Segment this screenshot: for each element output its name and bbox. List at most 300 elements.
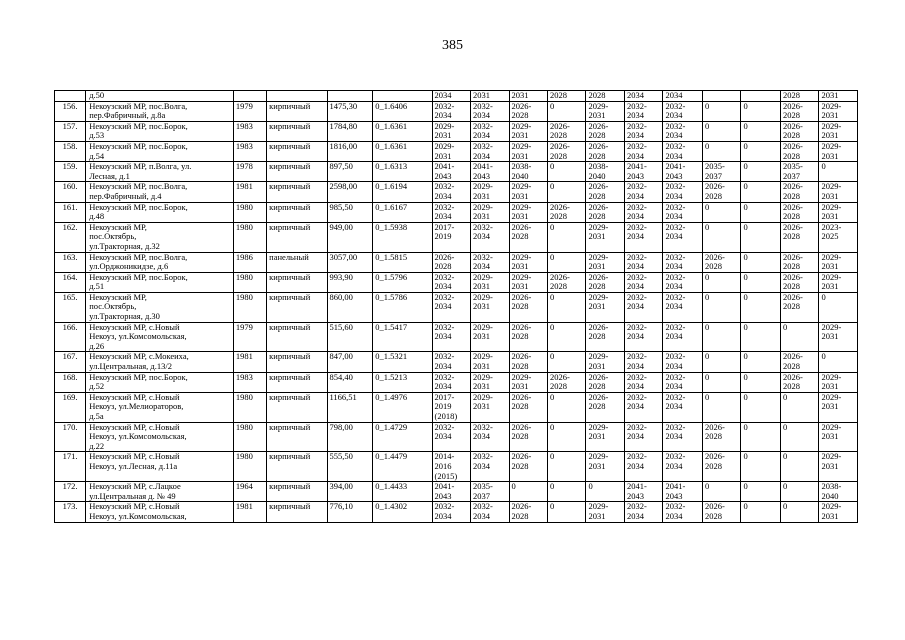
cell-area: 1784,80 [327, 121, 373, 141]
cell-term-11: 2029- 2031 [819, 101, 858, 121]
cell-term-6: 2032- 2034 [624, 101, 662, 121]
cell-term-6: 2041- 2043 [624, 482, 662, 502]
cell-row-number: 159. [55, 162, 86, 182]
cell-wall-material: кирпичный [267, 392, 327, 422]
cell-area: 847,00 [327, 352, 373, 372]
cell-row-number: 157. [55, 121, 86, 141]
cell-term-4: 0 [548, 482, 586, 502]
table-row [55, 141, 858, 161]
cell-area: 985,50 [327, 202, 373, 222]
cell-term-9: 0 [741, 392, 781, 422]
cell-term-11: 0 [819, 162, 858, 182]
cell-term-6: 2032- 2034 [624, 372, 662, 392]
cell-term-5: 2026- 2028 [586, 202, 624, 222]
cell-wall-material [267, 91, 327, 102]
cell-term-6: 2032- 2034 [624, 222, 662, 252]
cell-area: 1166,51 [327, 392, 373, 422]
cell-index-code: 0_1.6361 [373, 121, 432, 141]
cell-term-7: 2032- 2034 [663, 182, 703, 202]
cell-term-10: 2026- 2028 [780, 372, 818, 392]
cell-term-9: 0 [741, 352, 781, 372]
cell-term-4: 0 [548, 392, 586, 422]
cell-address: Некоузский МР, с.Новый Некоуз, ул.Комсомольская, [86, 502, 234, 522]
cell-term-8: 0 [702, 292, 740, 322]
cell-row-number: 169. [55, 392, 86, 422]
cell-term-2: 2032- 2034 [471, 101, 509, 121]
cell-term-5: 2029- 2031 [586, 502, 624, 522]
cell-index-code: 0_1.6406 [373, 101, 432, 121]
cell-term-7: 2032- 2034 [663, 222, 703, 252]
cell-year-built: 1980 [233, 272, 266, 292]
cell-year-built: 1979 [233, 322, 266, 352]
cell-term-8: 2026- 2028 [702, 452, 740, 482]
cell-row-number: 158. [55, 141, 86, 161]
cell-area: 394,00 [327, 482, 373, 502]
cell-term-10: 2026- 2028 [780, 222, 818, 252]
housing-schedule-table-wrapper [54, 90, 858, 523]
cell-term-3: 2038- 2040 [509, 162, 547, 182]
cell-address: д.50 [86, 91, 234, 102]
cell-term-1: 2041- 2043 [432, 162, 470, 182]
cell-term-2: 2029- 2031 [471, 202, 509, 222]
cell-index-code: 0_1.5786 [373, 292, 432, 322]
cell-term-9: 0 [741, 452, 781, 482]
cell-term-1: 2032- 2034 [432, 272, 470, 292]
cell-term-4: 0 [548, 162, 586, 182]
cell-year-built: 1980 [233, 292, 266, 322]
cell-term-8: 0 [702, 392, 740, 422]
cell-term-1: 2032- 2034 [432, 101, 470, 121]
cell-term-1: 2032- 2034 [432, 502, 470, 522]
cell-term-11: 2029- 2031 [819, 121, 858, 141]
cell-term-3: 2026- 2028 [509, 352, 547, 372]
cell-area: 555,50 [327, 452, 373, 482]
cell-term-6: 2034 [624, 91, 662, 102]
cell-term-6: 2032- 2034 [624, 292, 662, 322]
cell-term-5: 2028 [586, 91, 624, 102]
cell-term-9: 0 [741, 372, 781, 392]
cell-wall-material: панельный [267, 252, 327, 272]
cell-year-built: 1983 [233, 372, 266, 392]
cell-term-7: 2032- 2034 [663, 422, 703, 452]
cell-term-7: 2032- 2034 [663, 292, 703, 322]
cell-term-2: 2032- 2034 [471, 121, 509, 141]
cell-term-1: 2032- 2034 [432, 182, 470, 202]
cell-term-8: 0 [702, 322, 740, 352]
cell-address: Некоузский МР, пос.Волга, ул.Орджоникидзе, д.6 [86, 252, 234, 272]
cell-term-7: 2032- 2034 [663, 392, 703, 422]
table-body [55, 91, 858, 523]
cell-index-code: 0_1.5815 [373, 252, 432, 272]
cell-term-3: 2029- 2031 [509, 182, 547, 202]
cell-term-5: 0 [586, 482, 624, 502]
cell-term-5: 2029- 2031 [586, 452, 624, 482]
table-row [55, 222, 858, 252]
cell-address: Некоузский МР, п.Волга, ул. Лесная, д.1 [86, 162, 234, 182]
housing-schedule-table [54, 90, 858, 523]
cell-term-10: 2026- 2028 [780, 101, 818, 121]
cell-term-5: 2029- 2031 [586, 252, 624, 272]
cell-term-2: 2029- 2031 [471, 292, 509, 322]
cell-year-built: 1980 [233, 452, 266, 482]
cell-term-3: 2031 [509, 91, 547, 102]
cell-term-3: 2029- 2031 [509, 272, 547, 292]
cell-area: 515,60 [327, 322, 373, 352]
cell-index-code: 0_1.4479 [373, 452, 432, 482]
cell-row-number: 161. [55, 202, 86, 222]
table-row [55, 352, 858, 372]
cell-index-code: 0_1.5417 [373, 322, 432, 352]
cell-term-4: 2026- 2028 [548, 372, 586, 392]
cell-term-11: 2031 [819, 91, 858, 102]
cell-term-4: 2026- 2028 [548, 141, 586, 161]
cell-term-6: 2032- 2034 [624, 452, 662, 482]
cell-term-10: 0 [780, 452, 818, 482]
cell-term-6: 2032- 2034 [624, 202, 662, 222]
cell-term-3: 2026- 2028 [509, 322, 547, 352]
cell-wall-material: кирпичный [267, 141, 327, 161]
cell-term-3: 2029- 2031 [509, 202, 547, 222]
cell-address: Некоузский МР, пос.Октябрь, ул.Тракторная, д.32 [86, 222, 234, 252]
cell-term-6: 2032- 2034 [624, 322, 662, 352]
cell-year-built [233, 91, 266, 102]
cell-wall-material: кирпичный [267, 452, 327, 482]
cell-term-3: 2029- 2031 [509, 372, 547, 392]
cell-term-9: 0 [741, 121, 781, 141]
cell-term-1: 2034 [432, 91, 470, 102]
cell-term-5: 2029- 2031 [586, 292, 624, 322]
cell-term-9 [741, 91, 781, 102]
table-row [55, 101, 858, 121]
cell-term-5: 2038- 2040 [586, 162, 624, 182]
cell-wall-material: кирпичный [267, 372, 327, 392]
cell-wall-material: кирпичный [267, 422, 327, 452]
cell-term-3: 2029- 2031 [509, 141, 547, 161]
cell-term-2: 2032- 2034 [471, 452, 509, 482]
cell-term-11: 2029- 2031 [819, 502, 858, 522]
table-row [55, 392, 858, 422]
cell-row-number [55, 91, 86, 102]
cell-wall-material: кирпичный [267, 272, 327, 292]
cell-area: 949,00 [327, 222, 373, 252]
cell-area: 854,40 [327, 372, 373, 392]
cell-area: 1475,30 [327, 101, 373, 121]
cell-term-10: 2026- 2028 [780, 141, 818, 161]
cell-row-number: 163. [55, 252, 86, 272]
cell-term-9: 0 [741, 101, 781, 121]
cell-term-2: 2032- 2034 [471, 422, 509, 452]
cell-index-code: 0_1.5321 [373, 352, 432, 372]
cell-year-built: 1980 [233, 392, 266, 422]
cell-term-11: 2029- 2031 [819, 141, 858, 161]
cell-term-1: 2029- 2031 [432, 141, 470, 161]
cell-wall-material: кирпичный [267, 292, 327, 322]
cell-year-built: 1980 [233, 222, 266, 252]
cell-address: Некоузский МР, пос.Борок, д.48 [86, 202, 234, 222]
cell-term-4: 0 [548, 502, 586, 522]
cell-term-10: 0 [780, 422, 818, 452]
cell-term-1: 2017- 2019 (2018) [432, 392, 470, 422]
cell-row-number: 160. [55, 182, 86, 202]
cell-term-1: 2032- 2034 [432, 202, 470, 222]
cell-year-built: 1986 [233, 252, 266, 272]
cell-term-3: 2026- 2028 [509, 452, 547, 482]
cell-wall-material: кирпичный [267, 352, 327, 372]
cell-term-10: 2028 [780, 91, 818, 102]
cell-term-10: 2026- 2028 [780, 252, 818, 272]
cell-term-11: 0 [819, 352, 858, 372]
cell-term-8: 0 [702, 372, 740, 392]
cell-row-number: 171. [55, 452, 86, 482]
cell-term-8: 0 [702, 352, 740, 372]
cell-term-11: 2029- 2031 [819, 252, 858, 272]
cell-term-3: 2026- 2028 [509, 422, 547, 452]
cell-term-3: 2029- 2031 [509, 252, 547, 272]
cell-term-8: 0 [702, 202, 740, 222]
cell-term-2: 2031 [471, 91, 509, 102]
cell-term-9: 0 [741, 482, 781, 502]
cell-term-5: 2026- 2028 [586, 141, 624, 161]
cell-term-10: 0 [780, 392, 818, 422]
cell-index-code: 0_1.4976 [373, 392, 432, 422]
cell-area: 897,50 [327, 162, 373, 182]
cell-term-10: 2026- 2028 [780, 292, 818, 322]
cell-term-9: 0 [741, 252, 781, 272]
cell-term-9: 0 [741, 502, 781, 522]
cell-term-8: 2026- 2028 [702, 182, 740, 202]
cell-term-7: 2032- 2034 [663, 121, 703, 141]
cell-term-7: 2032- 2034 [663, 202, 703, 222]
cell-term-6: 2032- 2034 [624, 502, 662, 522]
cell-year-built: 1981 [233, 352, 266, 372]
cell-term-4: 2028 [548, 91, 586, 102]
cell-year-built: 1978 [233, 162, 266, 182]
cell-term-2: 2032- 2034 [471, 252, 509, 272]
cell-year-built: 1964 [233, 482, 266, 502]
cell-term-10: 0 [780, 502, 818, 522]
table-row [55, 482, 858, 502]
cell-term-1: 2041- 2043 [432, 482, 470, 502]
cell-term-10: 2026- 2028 [780, 182, 818, 202]
cell-address: Некоузский МР, пос.Октябрь, ул.Тракторная, д.30 [86, 292, 234, 322]
cell-term-3: 2026- 2028 [509, 292, 547, 322]
cell-term-5: 2026- 2028 [586, 272, 624, 292]
cell-term-10: 2026- 2028 [780, 272, 818, 292]
cell-wall-material: кирпичный [267, 222, 327, 252]
cell-row-number: 167. [55, 352, 86, 372]
cell-term-1: 2032- 2034 [432, 352, 470, 372]
cell-term-6: 2032- 2034 [624, 272, 662, 292]
cell-term-7: 2041- 2043 [663, 482, 703, 502]
cell-row-number: 170. [55, 422, 86, 452]
cell-term-4: 0 [548, 322, 586, 352]
cell-index-code: 0_1.4302 [373, 502, 432, 522]
cell-term-11: 2029- 2031 [819, 272, 858, 292]
cell-term-6: 2041- 2043 [624, 162, 662, 182]
cell-term-2: 2029- 2031 [471, 352, 509, 372]
cell-area: 860,00 [327, 292, 373, 322]
page-number: 385 [442, 38, 463, 53]
cell-term-9: 0 [741, 162, 781, 182]
cell-wall-material: кирпичный [267, 121, 327, 141]
cell-term-5: 2026- 2028 [586, 372, 624, 392]
cell-wall-material: кирпичный [267, 502, 327, 522]
cell-term-4: 0 [548, 452, 586, 482]
cell-term-5: 2029- 2031 [586, 422, 624, 452]
cell-year-built: 1981 [233, 502, 266, 522]
cell-wall-material: кирпичный [267, 101, 327, 121]
cell-term-3: 0 [509, 482, 547, 502]
cell-wall-material: кирпичный [267, 182, 327, 202]
cell-term-4: 0 [548, 352, 586, 372]
table-row [55, 292, 858, 322]
cell-area: 2598,00 [327, 182, 373, 202]
cell-term-8: 2026- 2028 [702, 502, 740, 522]
cell-term-7: 2032- 2034 [663, 372, 703, 392]
cell-index-code: 0_1.5796 [373, 272, 432, 292]
cell-term-2: 2032- 2034 [471, 502, 509, 522]
cell-year-built: 1983 [233, 121, 266, 141]
cell-row-number: 156. [55, 101, 86, 121]
cell-term-11: 2038- 2040 [819, 482, 858, 502]
cell-area: 3057,00 [327, 252, 373, 272]
cell-term-3: 2029- 2031 [509, 121, 547, 141]
cell-address: Некоузский МР, пос.Волга, пер.Фабричный, д.8а [86, 101, 234, 121]
cell-address: Некоузский МР, пос.Волга, пер.Фабричный, д.4 [86, 182, 234, 202]
cell-term-4: 0 [548, 252, 586, 272]
table-row [55, 422, 858, 452]
table-row [55, 372, 858, 392]
cell-term-3: 2026- 2028 [509, 502, 547, 522]
cell-term-2: 2032- 2034 [471, 141, 509, 161]
cell-term-11: 2029- 2031 [819, 422, 858, 452]
cell-term-11: 2029- 2031 [819, 372, 858, 392]
cell-term-1: 2014- 2016 (2015) [432, 452, 470, 482]
cell-address: Некоузский МР, с.Новый Некоуз, ул.Мелиораторов, д.5а [86, 392, 234, 422]
cell-address: Некоузский МР, с.Новый Некоуз, ул.Комсомольская, д.26 [86, 322, 234, 352]
cell-term-8: 0 [702, 482, 740, 502]
cell-term-5: 2026- 2028 [586, 121, 624, 141]
cell-index-code: 0_1.4729 [373, 422, 432, 452]
cell-term-1: 2032- 2034 [432, 322, 470, 352]
cell-term-11: 2029- 2031 [819, 452, 858, 482]
cell-row-number: 162. [55, 222, 86, 252]
cell-year-built: 1980 [233, 202, 266, 222]
cell-term-4: 2026- 2028 [548, 272, 586, 292]
cell-term-8: 0 [702, 272, 740, 292]
cell-term-9: 0 [741, 182, 781, 202]
cell-area: 993,90 [327, 272, 373, 292]
cell-row-number: 168. [55, 372, 86, 392]
cell-year-built: 1980 [233, 422, 266, 452]
table-row [55, 162, 858, 182]
cell-term-11: 2029- 2031 [819, 392, 858, 422]
cell-row-number: 164. [55, 272, 86, 292]
cell-area: 798,00 [327, 422, 373, 452]
cell-term-11: 2029- 2031 [819, 182, 858, 202]
cell-address: Некоузский МР, с.Новый Некоуз, ул.Лесная, д.11а [86, 452, 234, 482]
cell-term-8: 2026- 2028 [702, 422, 740, 452]
cell-term-9: 0 [741, 141, 781, 161]
cell-term-9: 0 [741, 202, 781, 222]
table-row [55, 452, 858, 482]
cell-row-number: 166. [55, 322, 86, 352]
cell-term-8: 2035- 2037 [702, 162, 740, 182]
cell-term-5: 2029- 2031 [586, 352, 624, 372]
cell-term-7: 2032- 2034 [663, 272, 703, 292]
cell-index-code: 0_1.5938 [373, 222, 432, 252]
cell-term-6: 2032- 2034 [624, 182, 662, 202]
cell-term-3: 2026- 2028 [509, 392, 547, 422]
cell-term-4: 0 [548, 292, 586, 322]
cell-term-2: 2041- 2043 [471, 162, 509, 182]
cell-term-2: 2029- 2031 [471, 372, 509, 392]
cell-term-8: 0 [702, 222, 740, 252]
table-row [55, 272, 858, 292]
cell-term-5: 2026- 2028 [586, 322, 624, 352]
cell-area: 1816,00 [327, 141, 373, 161]
cell-term-2: 2029- 2031 [471, 392, 509, 422]
cell-address: Некоузский МР, с.Новый Некоуз, ул.Комсомольская, д.22 [86, 422, 234, 452]
cell-term-7: 2032- 2034 [663, 101, 703, 121]
cell-term-6: 2032- 2034 [624, 252, 662, 272]
cell-year-built: 1981 [233, 182, 266, 202]
cell-term-9: 0 [741, 272, 781, 292]
table-row [55, 202, 858, 222]
cell-index-code: 0_1.6167 [373, 202, 432, 222]
cell-term-5: 2026- 2028 [586, 182, 624, 202]
cell-term-10: 0 [780, 482, 818, 502]
cell-term-8: 0 [702, 101, 740, 121]
table-row [55, 502, 858, 522]
cell-term-6: 2032- 2034 [624, 352, 662, 372]
cell-term-8 [702, 91, 740, 102]
cell-term-6: 2032- 2034 [624, 422, 662, 452]
cell-term-11: 2029- 2031 [819, 202, 858, 222]
cell-term-2: 2029- 2031 [471, 182, 509, 202]
cell-wall-material: кирпичный [267, 202, 327, 222]
cell-term-1: 2026- 2028 [432, 252, 470, 272]
cell-address: Некоузский МР, с.Мокеиха, ул.Центральная, д.13/2 [86, 352, 234, 372]
cell-year-built: 1983 [233, 141, 266, 161]
cell-term-7: 2032- 2034 [663, 322, 703, 352]
cell-term-11: 2029- 2031 [819, 322, 858, 352]
cell-term-7: 2041- 2043 [663, 162, 703, 182]
cell-term-6: 2032- 2034 [624, 392, 662, 422]
cell-term-7: 2032- 2034 [663, 452, 703, 482]
cell-term-3: 2026- 2028 [509, 101, 547, 121]
cell-term-9: 0 [741, 322, 781, 352]
table-row [55, 252, 858, 272]
cell-term-10: 2026- 2028 [780, 202, 818, 222]
cell-term-2: 2029- 2031 [471, 322, 509, 352]
cell-term-9: 0 [741, 422, 781, 452]
cell-index-code [373, 91, 432, 102]
cell-index-code: 0_1.4433 [373, 482, 432, 502]
cell-term-5: 2029- 2031 [586, 101, 624, 121]
table-row [55, 91, 858, 102]
cell-index-code: 0_1.5213 [373, 372, 432, 392]
cell-index-code: 0_1.6194 [373, 182, 432, 202]
cell-term-2: 2029- 2031 [471, 272, 509, 292]
cell-term-7: 2034 [663, 91, 703, 102]
cell-term-1: 2032- 2034 [432, 422, 470, 452]
cell-address: Некоузский МР, пос.Борок, д.52 [86, 372, 234, 392]
cell-term-7: 2032- 2034 [663, 141, 703, 161]
cell-term-8: 0 [702, 121, 740, 141]
cell-term-10: 2035- 2037 [780, 162, 818, 182]
cell-row-number: 165. [55, 292, 86, 322]
